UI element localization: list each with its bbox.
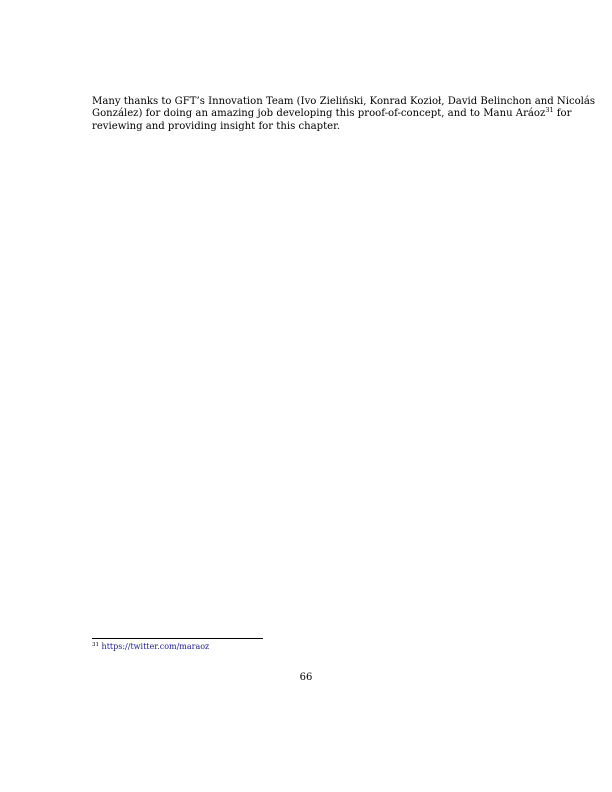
acknowledgement-line-2-text: González) for doing an amazing job developing this proof-of-concept, and to Manu Aráoz (92, 108, 546, 120)
acknowledgement-line-2-tail: for (553, 108, 572, 120)
footnote-reference-mark[interactable]: 31 (545, 106, 554, 115)
acknowledgement-line-1: Many thanks to GFT’s Innovation Team (Ivo Zieliński, Konrad Kozioł, David Belinchon and Nicolás (92, 96, 596, 107)
page-number: 66 (299, 672, 313, 683)
footnote-divider (92, 638, 263, 639)
footnote-number: 31 (92, 642, 99, 648)
footnote-link[interactable]: https://twitter.com/maraoz (101, 642, 210, 651)
acknowledgement-line-3: reviewing and providing insight for this chapter. (92, 120, 341, 132)
acknowledgement-paragraph (92, 96, 596, 133)
acknowledgement-line-2 (92, 106, 572, 120)
footnote (92, 642, 209, 652)
